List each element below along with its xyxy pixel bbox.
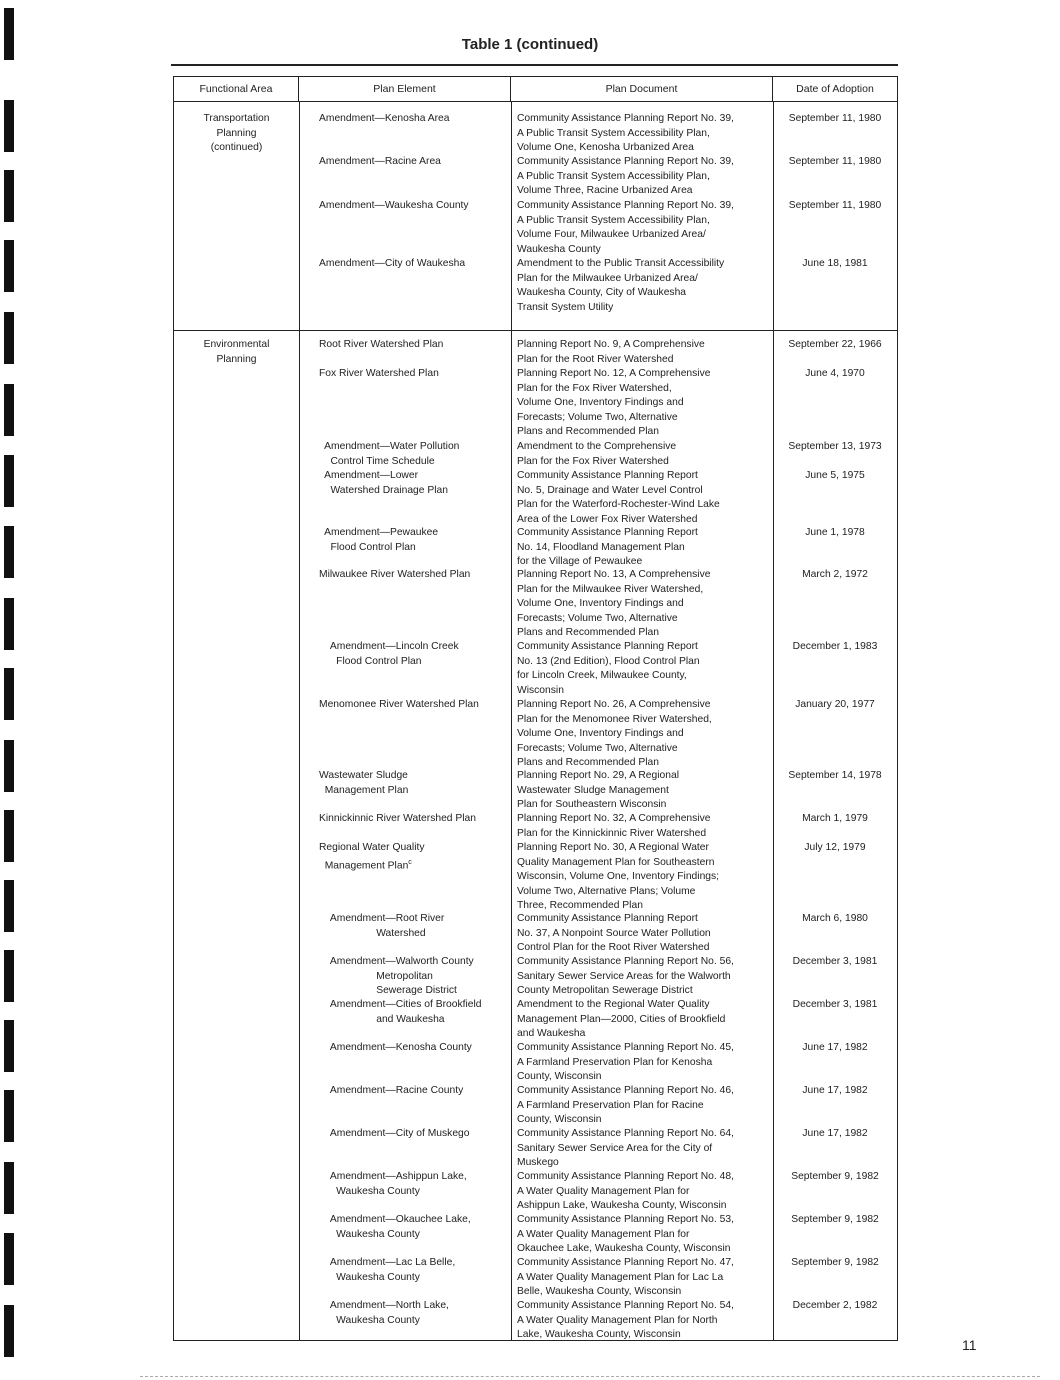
- plan-element-cell: Amendment—Walworth County Metropolitan Sewerage District: [329, 956, 474, 996]
- date-of-adoption-cell: September 9, 1982: [791, 1257, 879, 1268]
- date-of-adoption-cell: March 2, 1972: [802, 569, 868, 580]
- margin-mark: [4, 170, 14, 222]
- plan-element-cell: Amendment—Lower Watershed Drainage Plan: [324, 470, 448, 496]
- plan-element-cell: Root River Watershed Plan: [319, 339, 444, 350]
- plan-element-cell: Amendment—North Lake, Waukesha County: [329, 1300, 449, 1326]
- plan-element-cell: Amendment—City of Muskego: [319, 1128, 470, 1139]
- plan-element-cell: Amendment—City of Waukesha: [319, 258, 466, 269]
- date-of-adoption-cell: September 11, 1980: [788, 200, 882, 211]
- plan-document-cell: Planning Report No. 13, A Comprehensive Plan for the Milwaukee River Watershed, Volume One, Inventory Findings and Forecasts; Volume Two, Alternative Plans and Recommended Plan: [517, 569, 711, 638]
- margin-mark: [4, 1020, 14, 1072]
- header-plan-element: Plan Element: [299, 77, 511, 101]
- date-of-adoption-cell: June 17, 1982: [802, 1128, 868, 1139]
- plan-document-cell: Planning Report No. 26, A Comprehensive Plan for the Menomonee River Watershed, Volume One, Inventory Findings and Forecasts; Volume Two, Alternative Plans and Recommended Plan: [517, 699, 712, 768]
- plan-element-cell: Wastewater Sludge Management Plan: [319, 770, 409, 796]
- plan-document-cell: Amendment to the Regional Water Quality Management Plan—2000, Cities of Brookfield and Waukesha: [517, 999, 726, 1039]
- header-functional-area: Functional Area: [174, 77, 299, 101]
- plan-element-cell: Amendment—Waukesha County: [319, 200, 469, 211]
- margin-mark: [4, 384, 14, 436]
- date-of-adoption-cell: September 13, 1973: [788, 441, 882, 452]
- plan-element-cell: Menomonee River Watershed Plan: [319, 699, 479, 710]
- margin-mark: [4, 598, 14, 650]
- margin-mark: [4, 1162, 14, 1214]
- date-of-adoption-cell: March 1, 1979: [802, 813, 868, 824]
- plan-document-cell: Planning Report No. 32, A Comprehensive Plan for the Kinnickinnic River Watershed: [517, 813, 711, 839]
- margin-mark: [4, 1233, 14, 1285]
- date-of-adoption-cell: December 3, 1981: [792, 999, 878, 1010]
- date-of-adoption-cell: January 20, 1977: [795, 699, 875, 710]
- date-of-adoption-cell: September 22, 1966: [788, 339, 882, 350]
- table-top-rule: [171, 64, 898, 66]
- date-of-adoption-cell: June 18, 1981: [802, 258, 868, 269]
- plan-document-cell: Community Assistance Planning Report No. 5, Drainage and Water Level Control Plan for the Waterford-Rochester-Wind Lake Area of the Lower Fox River Watershed: [517, 470, 720, 525]
- section-environmental: [174, 331, 897, 1340]
- plan-element-cell: Amendment—Ashippun Lake, Waukesha County: [329, 1171, 467, 1197]
- plan-document-cell: Planning Report No. 30, A Regional Water Quality Management Plan for Southeastern Wisconsin, Volume One, Inventory Findings; Volume Two, Alternative Plans; Volume Three, Recommended Plan: [517, 842, 720, 911]
- margin-mark: [4, 950, 14, 1002]
- plan-document-cell: Planning Report No. 9, A Comprehensive Plan for the Root River Watershed: [517, 339, 705, 365]
- date-of-adoption-cell: June 17, 1982: [802, 1085, 868, 1096]
- date-of-adoption-cell: June 17, 1982: [802, 1042, 868, 1053]
- date-of-adoption-cell: December 1, 1983: [792, 641, 878, 652]
- date-of-adoption-cell: March 6, 1980: [802, 913, 868, 924]
- plan-element-cell: Amendment—Lincoln Creek Flood Control Plan: [329, 641, 459, 667]
- plan-document-cell: Amendment to the Public Transit Accessibility Plan for the Milwaukee Urbanized Area/ Waukesha County, City of Waukesha Transit System Utility: [517, 258, 725, 313]
- plan-element-cell: Amendment—Pewaukee Flood Control Plan: [324, 527, 439, 553]
- section-transportation: [174, 102, 897, 331]
- plan-document-cell: Planning Report No. 29, A Regional Wastewater Sludge Management Plan for Southeastern Wisconsin: [517, 770, 679, 810]
- plan-table: [173, 76, 898, 1341]
- plan-document-cell: Community Assistance Planning Report No. 45, A Farmland Preservation Plan for Kenosha County, Wisconsin: [517, 1042, 734, 1082]
- plan-document-cell: Community Assistance Planning Report No. 39, A Public Transit System Accessibility Plan, Volume Three, Racine Urbanized Area: [517, 156, 734, 196]
- margin-mark: [4, 455, 14, 507]
- page-number: 11: [962, 1337, 977, 1353]
- plan-document-cell: Community Assistance Planning Report No. 46, A Farmland Preservation Plan for Racine County, Wisconsin: [517, 1085, 734, 1125]
- date-of-adoption-cell: September 14, 1978: [788, 770, 882, 781]
- margin-mark: [4, 668, 14, 720]
- plan-element-cell: Amendment—Lac La Belle, Waukesha County: [329, 1257, 456, 1283]
- header-date-of-adoption: Date of Adoption: [796, 83, 874, 95]
- plan-document-cell: Community Assistance Planning Report No. 39, A Public Transit System Accessibility Plan, Volume One, Kenosha Urbanized Area: [517, 113, 734, 153]
- date-of-adoption-cell: December 3, 1981: [792, 956, 878, 967]
- plan-element-cell: Fox River Watershed Plan: [319, 368, 439, 379]
- date-of-adoption-cell: June 4, 1970: [805, 368, 865, 379]
- plan-document-cell: Community Assistance Planning Report No. 13 (2nd Edition), Flood Control Plan for Lincoln Creek, Milwaukee County, Wisconsin: [517, 641, 700, 696]
- margin-mark: [4, 312, 14, 364]
- plan-document-cell: Amendment to the Comprehensive Plan for the Fox River Watershed: [517, 441, 677, 467]
- plan-element-cell: Amendment—Racine Area: [319, 156, 441, 167]
- date-of-adoption-cell: July 12, 1979: [804, 842, 866, 853]
- plan-element-cell: Amendment—Okauchee Lake, Waukesha County: [329, 1214, 471, 1240]
- date-of-adoption-cell: June 1, 1978: [805, 527, 865, 538]
- column-rule: [299, 102, 300, 330]
- plan-element-cell: Regional Water Quality Management Plan$^c$: [319, 842, 425, 871]
- footnote-marker: c: [408, 858, 412, 866]
- date-of-adoption-cell: September 11, 1980: [788, 113, 882, 124]
- functional-area-cell: Transportation Planning (continued): [203, 113, 270, 153]
- binding-margin-marks: [4, 0, 16, 1380]
- date-of-adoption-cell: June 5, 1975: [805, 470, 865, 481]
- header-plan-document: Plan Document: [511, 77, 773, 101]
- date-of-adoption-cell: September 11, 1980: [788, 156, 882, 167]
- date-of-adoption-cell: September 9, 1982: [791, 1214, 879, 1225]
- plan-document-cell: Planning Report No. 12, A Comprehensive Plan for the Fox River Watershed, Volume One, Inventory Findings and Forecasts; Volume Two, Alternative Plans and Recommended Plan: [517, 368, 711, 437]
- plan-element-cell: Amendment—Kenosha Area: [319, 113, 450, 124]
- plan-element-cell: Kinnickinnic River Watershed Plan: [319, 813, 476, 824]
- plan-document-cell: Community Assistance Planning Report No. 64, Sanitary Sewer Service Area for the City of Muskego: [517, 1128, 734, 1168]
- plan-element-cell: Amendment—Kenosha County: [319, 1042, 472, 1053]
- date-of-adoption-cell: December 2, 1982: [792, 1300, 878, 1311]
- margin-mark: [4, 100, 14, 152]
- plan-document-cell: Community Assistance Planning Report No. 39, A Public Transit System Accessibility Plan, Volume Four, Milwaukee Urbanized Area/ Waukesha County: [517, 200, 734, 255]
- scan-edge: [140, 1376, 1040, 1377]
- plan-document-cell: Community Assistance Planning Report No. 47, A Water Quality Management Plan for Lac La Belle, Waukesha County, Wisconsin: [517, 1257, 734, 1297]
- plan-document-cell: Community Assistance Planning Report No. 56, Sanitary Sewer Service Areas for the Walworth County Metropolitan Sewerage District: [517, 956, 734, 996]
- plan-element-cell: Amendment—Racine County: [319, 1085, 464, 1096]
- table-header: [174, 77, 897, 102]
- plan-document-cell: Community Assistance Planning Report No. 53, A Water Quality Management Plan for Okauchee Lake, Waukesha County, Wisconsin: [517, 1214, 734, 1254]
- plan-element-cell: Amendment—Water Pollution Control Time Schedule: [324, 441, 460, 467]
- margin-mark: [4, 526, 14, 578]
- plan-document-cell: Community Assistance Planning Report No. 54, A Water Quality Management Plan for North Lake, Waukesha County, Wisconsin: [517, 1300, 734, 1340]
- margin-mark: [4, 1090, 14, 1142]
- margin-mark: [4, 810, 14, 862]
- plan-element-cell: Milwaukee River Watershed Plan: [319, 569, 471, 580]
- plan-document-cell: Community Assistance Planning Report No. 37, A Nonpoint Source Water Pollution Control Plan for the Root River Watershed: [517, 913, 711, 953]
- column-rule: [773, 102, 774, 330]
- margin-mark: [4, 240, 14, 292]
- margin-mark: [4, 1305, 14, 1357]
- plan-document-cell: Community Assistance Planning Report No. 48, A Water Quality Management Plan for Ashippun Lake, Waukesha County, Wisconsin: [517, 1171, 734, 1211]
- plan-element-cell: Amendment—Root River Watershed: [329, 913, 445, 939]
- functional-area-cell: Environmental Planning: [203, 339, 270, 365]
- plan-element-cell: Amendment—Cities of Brookfield and Waukesha: [329, 999, 482, 1025]
- margin-mark: [4, 880, 14, 932]
- page-title: Table 1 (continued): [461, 36, 599, 53]
- margin-mark: [4, 740, 14, 792]
- date-of-adoption-cell: September 9, 1982: [791, 1171, 879, 1182]
- plan-document-cell: Community Assistance Planning Report No. 14, Floodland Management Plan for the Village of Pewaukee: [517, 527, 698, 567]
